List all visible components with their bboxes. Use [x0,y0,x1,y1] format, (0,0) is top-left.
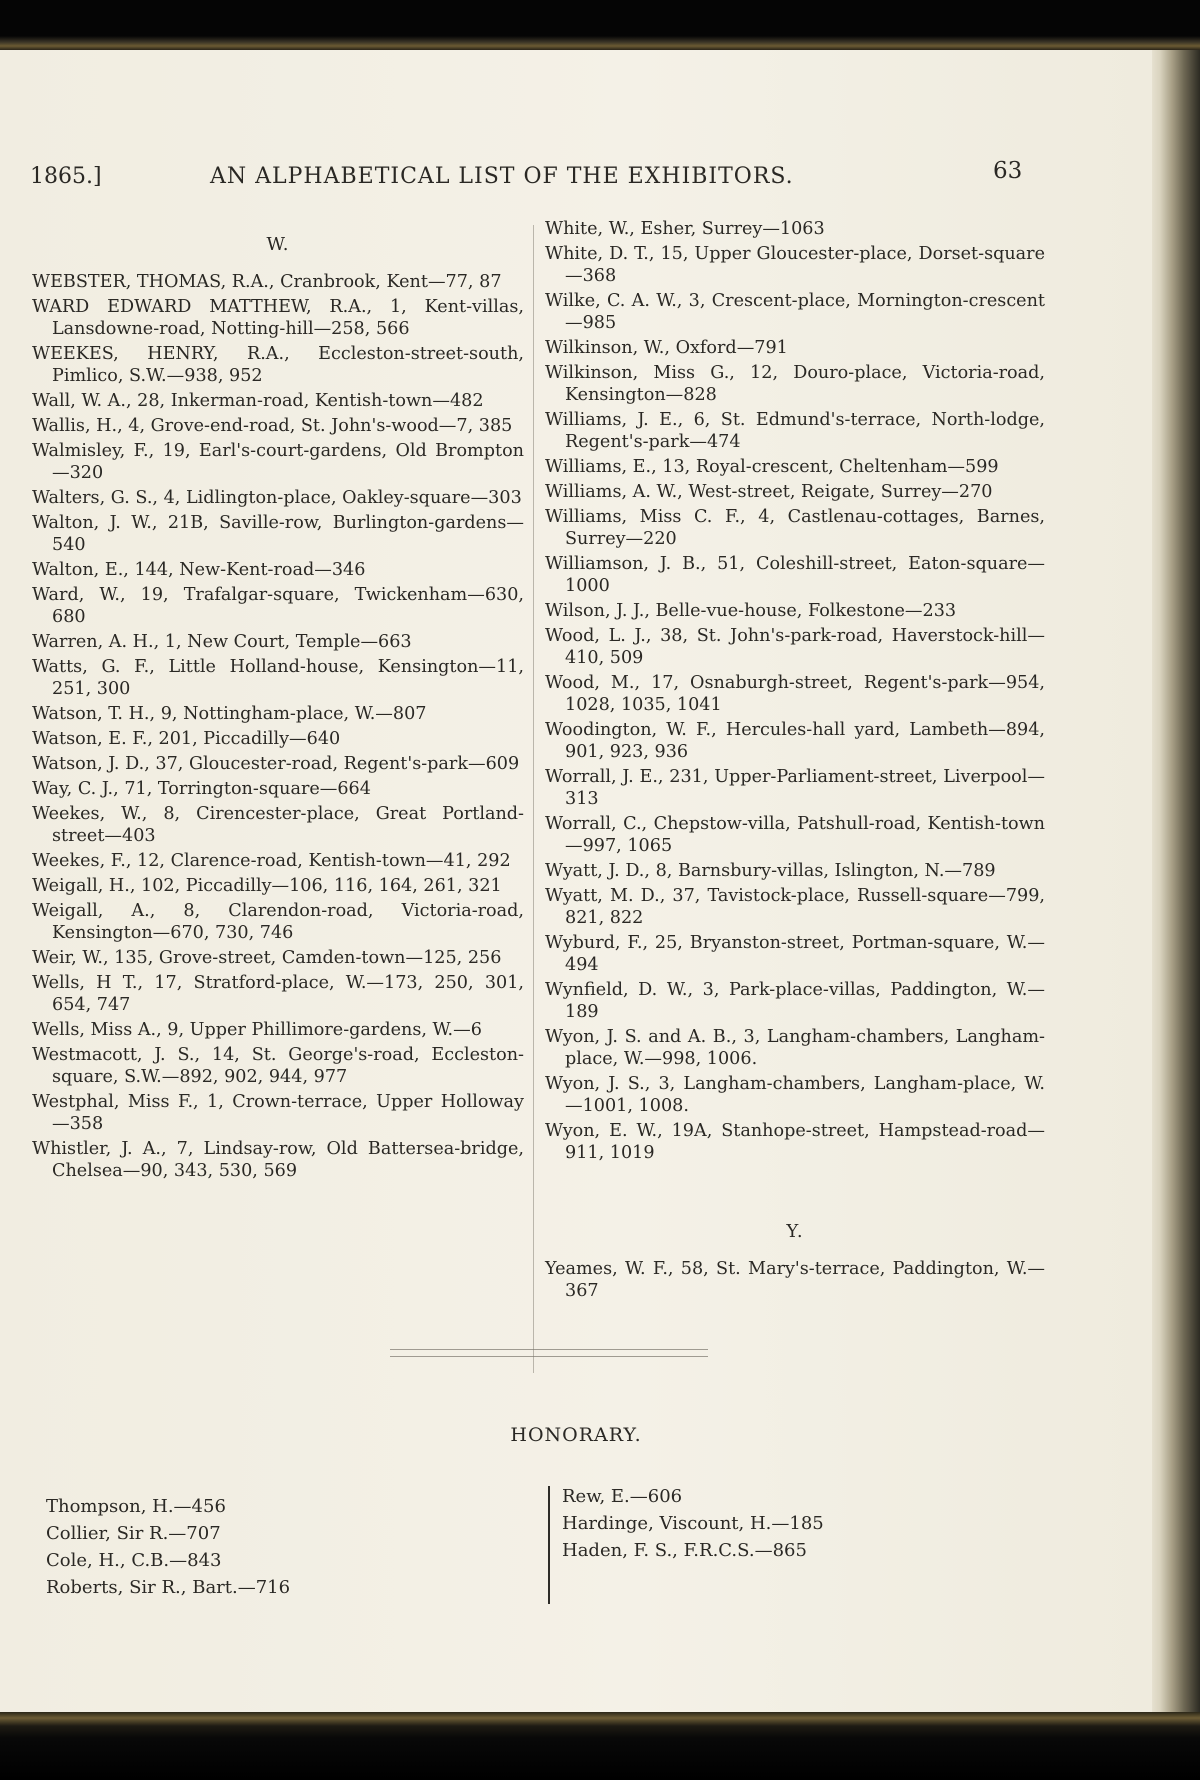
book-right-edge [1150,50,1200,1715]
exhibitor-entry: Worrall, C., Chepstow-villa, Patshull-road, Kentish-town—997, 1065 [545,814,1045,856]
exhibitor-entry: Wyatt, J. D., 8, Barnsbury-villas, Islington, N.—789 [545,861,996,881]
exhibitor-entry: Wells, Miss A., 9, Upper Phillimore-gardens, W.—6 [32,1020,482,1040]
exhibitor-list-left [32,271,524,1182]
exhibitor-entry: Wynfield, D. W., 3, Park-place-villas, Paddington, W.—189 [545,980,1045,1022]
exhibitor-entry: Wyon, J. S. and A. B., 3, Langham-chambers, Langham-place, W.—998, 1006. [545,1027,1045,1069]
exhibitor-entry: Williams, E., 13, Royal-crescent, Cheltenham—599 [545,457,999,477]
exhibitor-entry: Watts, G. F., Little Holland-house, Kensington—11, 251, 300 [32,657,524,699]
exhibitor-entry: Whistler, J. A., 7, Lindsay-row, Old Battersea-bridge, Chelsea—90, 343, 530, 569 [32,1139,524,1181]
honorary-entry: Haden, F. S., F.R.C.S.—865 [562,1540,807,1561]
exhibitor-entry: Ward, W., 19, Trafalgar-square, Twickenham—630, 680 [32,585,524,627]
exhibitor-entry: WEEKES, HENRY, R.A., Eccleston-street-south, Pimlico, S.W.—938, 952 [32,344,524,386]
exhibitor-entry: White, D. T., 15, Upper Gloucester-place, Dorset-square—368 [545,244,1045,286]
exhibitor-entry: Weigall, A., 8, Clarendon-road, Victoria-road, Kensington—670, 730, 746 [32,901,524,943]
honorary-entry: Rew, E.—606 [562,1486,683,1507]
exhibitor-entry: Weekes, F., 12, Clarence-road, Kentish-town—41, 292 [32,851,511,871]
exhibitor-entry: Watson, E. F., 201, Piccadilly—640 [32,729,341,749]
exhibitor-entry: Walmisley, F., 19, Earl's-court-gardens, Old Brompton—320 [32,441,524,483]
book-top-edge [0,0,1200,50]
right-column [545,218,1045,1305]
exhibitor-entry: Wyon, E. W., 19A, Stanhope-street, Hampstead-road—911, 1019 [545,1121,1045,1163]
honorary-list-left [46,1493,466,1601]
exhibitor-entry: Williams, Miss C. F., 4, Castlenau-cottages, Barnes, Surrey—220 [545,507,1045,549]
exhibitor-entry: Wyon, J. S., 3, Langham-chambers, Langham-place, W.—1001, 1008. [545,1074,1045,1116]
column-divider [533,225,534,1373]
exhibitor-entry: Watson, T. H., 9, Nottingham-place, W.—807 [32,704,427,724]
exhibitor-entry: Wilson, J. J., Belle-vue-house, Folkestone—233 [545,601,957,621]
exhibitor-entry: Watson, J. D., 37, Gloucester-road, Regent's-park—609 [32,754,520,774]
exhibitor-entry: Wyburd, F., 25, Bryanston-street, Portman-square, W.—494 [545,933,1045,975]
exhibitor-entry: Way, C. J., 71, Torrington-square—664 [32,779,371,799]
exhibitor-list-right [545,218,1045,1164]
honorary-list-right [562,1483,982,1564]
honorary-column-divider [548,1486,550,1604]
exhibitor-entry: Walton, E., 144, New-Kent-road—346 [32,560,366,580]
book-page [0,50,1152,1715]
exhibitor-entry: WARD EDWARD MATTHEW, R.A., 1, Kent-villas, Lansdowne-road, Notting-hill—258, 566 [32,297,524,339]
exhibitor-entry: Westmacott, J. S., 14, St. George's-road, Eccleston-square, S.W.—892, 902, 944, 977 [32,1045,524,1087]
exhibitor-entry: Walton, J. W., 21B, Saville-row, Burlington-gardens—540 [32,513,524,555]
header-title: AN ALPHABETICAL LIST OF THE EXHIBITORS. [210,164,794,189]
exhibitor-entry: Wood, M., 17, Osnaburgh-street, Regent's-park—954, 1028, 1035, 1041 [545,673,1045,715]
honorary-entry: Thompson, H.—456 [46,1496,226,1517]
exhibitor-entry: Yeames, W. F., 58, St. Mary's-terrace, Paddington, W.—367 [545,1259,1045,1301]
honorary-entry: Roberts, Sir R., Bart.—716 [46,1577,291,1598]
exhibitor-entry: Williamson, J. B., 51, Coleshill-street, Eaton-square—1000 [545,554,1045,596]
exhibitor-entry: Wilkinson, W., Oxford—791 [545,338,788,358]
exhibitor-list-y [545,1258,1045,1302]
exhibitor-entry: Wall, W. A., 28, Inkerman-road, Kentish-town—482 [32,391,484,411]
exhibitor-entry: Wells, H T., 17, Stratford-place, W.—173, 250, 301, 654, 747 [32,973,524,1015]
exhibitor-entry: Weir, W., 135, Grove-street, Camden-town—125, 256 [32,948,502,968]
double-rule-divider [390,1349,708,1357]
running-header [0,158,1152,194]
exhibitor-entry: Woodington, W. F., Hercules-hall yard, Lambeth—894, 901, 923, 936 [545,720,1045,762]
honorary-entry: Hardinge, Viscount, H.—185 [562,1513,824,1534]
exhibitor-entry: Weigall, H., 102, Piccadilly—106, 116, 164, 261, 321 [32,876,502,896]
exhibitor-entry: Walters, G. S., 4, Lidlington-place, Oakley-square—303 [32,488,522,508]
exhibitor-entry: Wilkinson, Miss G., 12, Douro-place, Victoria-road, Kensington—828 [545,363,1045,405]
honorary-heading: HONORARY. [510,1424,642,1446]
page-number: 63 [993,158,1023,184]
exhibitor-entry: White, W., Esher, Surrey—1063 [545,219,825,239]
exhibitor-entry: Williams, J. E., 6, St. Edmund's-terrace, North-lodge, Regent's-park—474 [545,410,1045,452]
exhibitor-entry: Wilke, C. A. W., 3, Crescent-place, Mornington-crescent—985 [545,291,1045,333]
honorary-entry: Cole, H., C.B.—843 [46,1550,222,1571]
exhibitor-entry: Weekes, W., 8, Cirencester-place, Great Portland-street—403 [32,804,524,846]
exhibitor-entry: Williams, A. W., West-street, Reigate, Surrey—270 [545,482,993,502]
section-gap [545,1167,1045,1207]
left-column [32,220,524,1185]
section-letter-y: Y. [786,1221,804,1242]
exhibitor-entry: Westphal, Miss F., 1, Crown-terrace, Upper Holloway—358 [32,1092,524,1134]
header-year: 1865.] [30,164,102,189]
book-bottom-edge [0,1712,1200,1780]
exhibitor-entry: Worrall, J. E., 231, Upper-Parliament-street, Liverpool—313 [545,767,1045,809]
exhibitor-entry: Wood, L. J., 38, St. John's-park-road, Haverstock-hill—410, 509 [545,626,1045,668]
section-letter-w: W. [266,234,290,255]
exhibitor-entry: Wyatt, M. D., 37, Tavistock-place, Russell-square—799, 821, 822 [545,886,1045,928]
exhibitor-entry: Warren, A. H., 1, New Court, Temple—663 [32,632,412,652]
honorary-entry: Collier, Sir R.—707 [46,1523,221,1544]
exhibitor-entry: Wallis, H., 4, Grove-end-road, St. John's-wood—7, 385 [32,416,513,436]
exhibitor-entry: WEBSTER, THOMAS, R.A., Cranbrook, Kent—77, 87 [32,272,502,292]
